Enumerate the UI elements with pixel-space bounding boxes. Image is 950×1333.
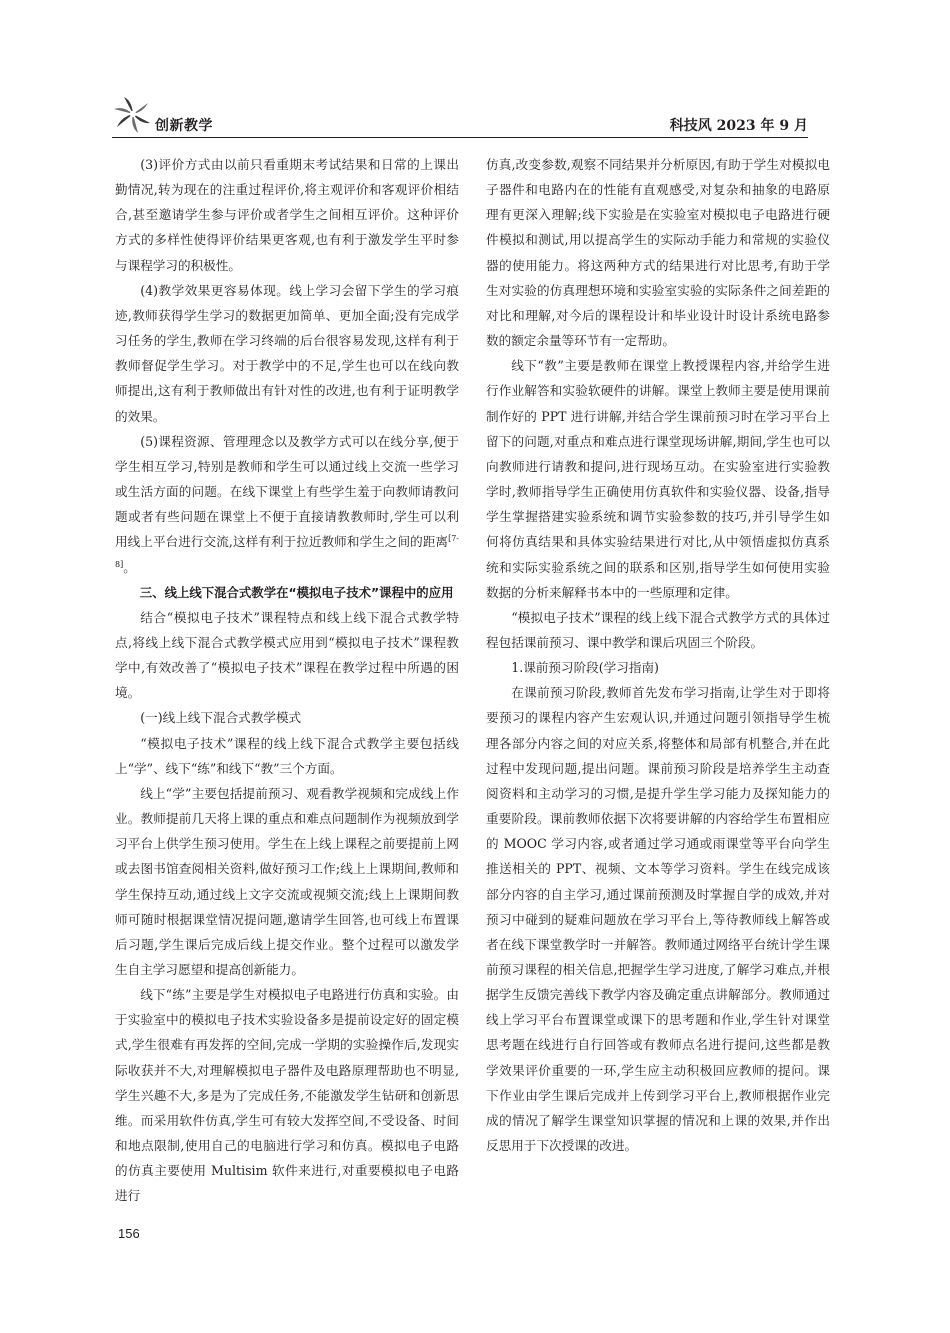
paragraph: 线下“练”主要是学生对模拟电子电路进行仿真和实验。由于实验室中的模拟电子技术实验设备多是提前设定好的固定模式,学生很难有再发挥的空间,完成一学期的实验操作后,发现实际收获并不大,对理解模拟电子器件及电路原理帮助也不明显,学生兴趣不大,多是为了完成任务,不能激发学生钻研和创新思维。而采用软件仿真,学生可有较大发挥空间,不受设备、时间和地点限制,使用自己的电脑进行学习和仿真。模拟电子电路的仿真主要使用 Multisim 软件来进行,对重要模拟电子电路进行 (115, 987, 459, 1204)
paragraph: 在课前预习阶段,教师首先发布学习指南,让学生对于即将要预习的课程内容产生宏观认识,并通过问题引领指导学生梳理各部分内容之间的对应关系,将整体和局部有机整合,并在此过程中发现问题,提出问题。课前预习阶段是培养学生主动查阅资料和主动学习的习惯,是提升学生学习能力及探知能力的重要阶段。课前教师依据下次将要讲解的内容给学生布置相应的 MOOC 学习内容,或者通过学习通或雨课堂等平台向学生推送相关的 PPT、视频、文本等学习资料。学生在线完成该部分内容的自主学习,通过课前预测及时掌握自学的成效,并对预习中碰到的疑难问题放在学习平台上,等待教师线上解答或者在线下课堂教学时一并解答。教师通过网络平台统计学生课前预习课程的相关信息,把握学生学习进度,了解学习难点,并根据学生反馈完善线下教学内容及确定重点讲解部分。教师通过线上学习平台布置课堂或课下的思考题和作业,学生针对课堂思考题在线进行自行回答或有教师点名进行提问,这些都是教学效果评价重要的一环,学生应主动积极回应教师的提问。课下作业由学生课后完成并上传到学习平台上,教师根据作业完成的情况了解学生课堂知识掌握的情况和上课的效果,并作出反思用于下次授课的改进。 (486, 685, 830, 1154)
left-column (115, 152, 459, 1209)
paragraph: (3)评价方式由以前只看重期末考试结果和日常的上课出勤情况,转为现在的注重过程评价,将主观评价和客观评价相结合,甚至邀请学生参与评价或者学生之间相互评价。这种评价方式的多样性使得评价结果更客观,也有利于激发学生平时参与课程学习的积极性。 (115, 157, 459, 273)
section-label: 创新教学 (155, 118, 213, 134)
paragraph (115, 429, 459, 580)
paragraph: 线上“学”主要包括提前预习、观看教学视频和完成线上作业。教师提前几天将上课的重点和难点问题制作为视频放到学习平台上供学生预习使用。学生在上线上课程之前要提前上网或去图书馆查阅相关资料,做好预习工作;线上上课期间,教师和学生保持互动,通过线上文字交流或视频交流;线上上课期间教师可随时根据课堂情况提问题,邀请学生回答,也可线上布置课后习题,学生课后完成后线上提交作业。整个过程可以激发学生自主学习愿望和提高创新能力。 (115, 785, 459, 977)
right-column (486, 152, 830, 1158)
citation: [7-8] (115, 534, 459, 569)
paragraph: 线下“教”主要是教师在课堂上教授课程内容,并给学生进行作业解答和实验软硬件的讲解。课堂上教师主要是使用课前制作好的 PPT 进行讲解,并结合学生课前预习时在学习平台上留下的问题,对重点和难点进行课堂现场讲解,期间,学生也可以向教师进行请教和提问,进行现场互动。在实验室进行实验教学时,教师指导学生正确使用仿真软件和实验仪器、设备,指导学生掌握搭建实验系统和调节实验参数的技巧,并引导学生如何将仿真结果和具体实验结果进行对比,从中领悟虚拟仿真系统和实际实验系统之间的联系和区别,指导学生如何使用实验数据的分析来解释书本中的一些原理和定律。 (486, 358, 830, 600)
journal-logo-icon (112, 93, 154, 135)
paragraph: (4)教学效果更容易体现。线上学习会留下学生的学习痕迹,教师获得学生学习的数据更加简单、更加全面;没有完成学习任务的学生,教师在学习终端的后台很容易发现,这样有利于教师督促学生学习。对于教学中的不足,学生也可以在线向教师提出,这有利于教师做出有针对性的改进,也有利于证明教学的效果。 (115, 282, 459, 424)
paragraph: “模拟电子技术”课程的线上线下混合式教学方式的具体过程包括课前预习、课中教学和课后巩固三个阶段。 (486, 609, 830, 650)
paragraph: 结合“模拟电子技术”课程特点和线上线下混合式教学特点,将线上线下混合式教学模式应用到“模拟电子技术”课程教学中,有效改善了“模拟电子技术”课程在教学过程中所遇的困境。 (115, 609, 459, 701)
paragraph-end: 。 (123, 559, 136, 575)
section-heading: 三、线上线下混合式教学在“模拟电子技术”课程中的应用 (139, 584, 454, 600)
journal-issue: 科技风 2023 年 9 月 (669, 118, 808, 134)
subsection-heading: 1.课前预习阶段(学习指南) (511, 660, 659, 676)
paragraph: 仿真,改变参数,观察不同结果并分析原因,有助于学生对模拟电子器件和电路内在的性能有直观感受,对复杂和抽象的电路原理有更深入理解;线下实验是在实验室对模拟电子电路进行硬件模拟和测试,用以提高学生的实际动手能力和常规的实验仪器的使用能力。将这两种方式的结果进行对比思考,有助于学生对实验的仿真理想环境和实验室实验的实际条件之间差距的对比和理解,对今后的课程设计和毕业设计时设计系统电路参数的额定余量等环节有一定帮助。 (486, 157, 830, 349)
page-number: 156 (118, 1226, 140, 1241)
subsection-heading: (一)线上线下混合式教学模式 (140, 710, 302, 726)
paragraph: “模拟电子技术”课程的线上线下混合式教学主要包括线上“学”、线下“练”和线下“教”三个方面。 (115, 735, 459, 776)
header-divider (112, 137, 808, 138)
paragraph-text: (5)课程资源、管理理念以及教学方式可以在线分享,便于学生相互学习,特别是教师和学生可以通过线上交流一些学习或生活方面的问题。在线下课堂上有些学生羞于向教师请教问题或者有些问题在课堂上不便于直接请教教师时,学生可以利用线上平台进行交流,这样有利于拉近教师和学生之间的距离 (115, 433, 459, 550)
